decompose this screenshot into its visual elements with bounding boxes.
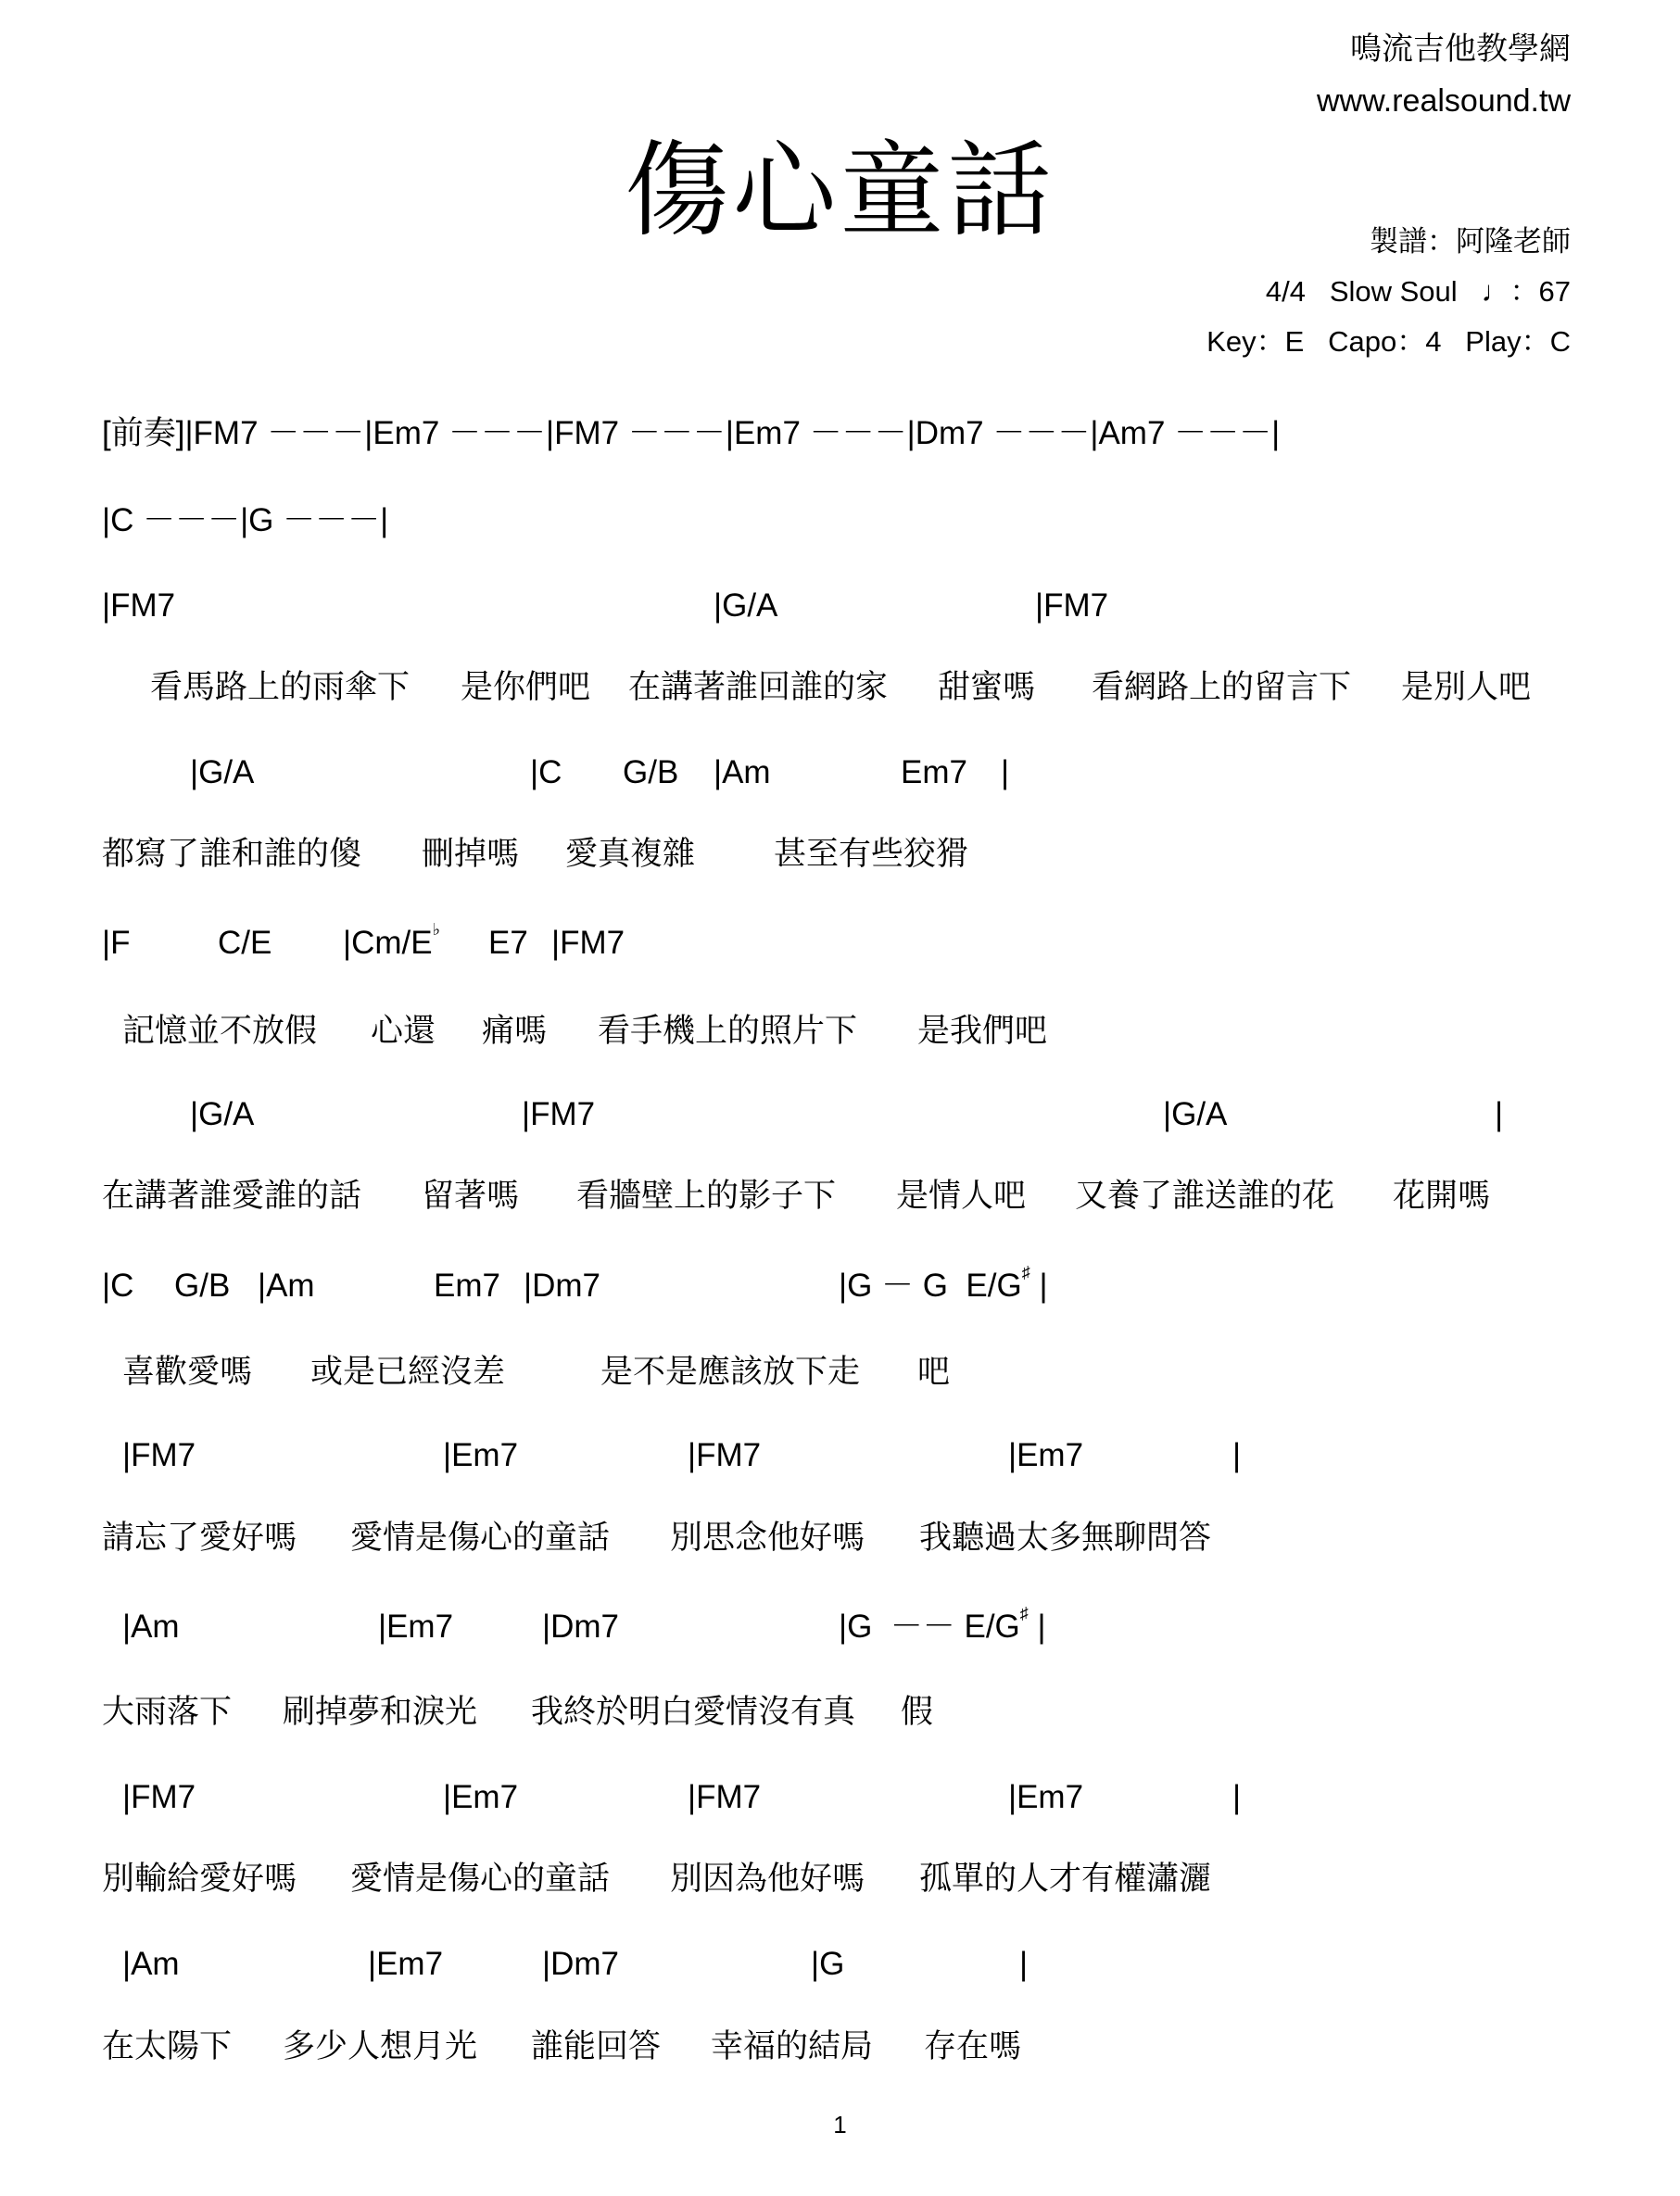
chord-symbol: |G/A	[190, 754, 255, 790]
lyric-phrase: 我終於明白愛情沒有真	[531, 1694, 856, 1730]
chord-symbol: |FM7	[122, 1437, 196, 1473]
chord-symbol: E7	[488, 925, 528, 961]
chord-symbol: |Em7	[1008, 1779, 1084, 1815]
site-name: 鳴流吉他教學網	[1350, 32, 1571, 67]
lyric-phrase: 刷掉夢和淚光	[283, 1694, 478, 1730]
lyric-phrase: 甚至有些狡猾	[774, 836, 969, 872]
lyric-phrase: 是我們吧	[917, 1013, 1048, 1049]
chord-symbol: |Dm7	[542, 1609, 619, 1645]
intro-chord-line-1: [前奏]|FM7 －－－|Em7 －－－|FM7 －－－|Em7 －－－|Dm7 －－－|Am7 －－－|	[102, 415, 1281, 451]
chord-symbol: |FM7	[122, 1779, 196, 1815]
chord-symbol: |FM7	[688, 1779, 762, 1815]
song-title: 傷心童話	[625, 133, 1055, 248]
lyric-phrase: 看網路上的留言下	[1092, 669, 1352, 705]
chord-symbol: |FM7	[1035, 587, 1109, 624]
lyric-phrase: 心還	[371, 1013, 436, 1049]
chord-symbol: Em7	[901, 754, 967, 790]
key-capo-play: Key：E Capo：4 Play：C	[1206, 325, 1571, 358]
chord-symbol: |Em7	[368, 1946, 444, 1982]
lyric-phrase: 記憶並不放假	[122, 1013, 318, 1049]
lyric-phrase: 吧	[917, 1354, 951, 1390]
lyric-phrase: 留著嗎	[422, 1178, 520, 1214]
lyric-phrase: 幸福的結局	[711, 2028, 874, 2064]
chord-symbol: |G/A	[1163, 1096, 1228, 1132]
chord-symbol: |	[1001, 754, 1010, 790]
sharp-accidental-icon: ♯	[1019, 1604, 1029, 1622]
lyric-phrase: 又養了誰送誰的花	[1075, 1178, 1335, 1214]
chord-symbol: |	[1019, 1946, 1029, 1982]
lyric-phrase: 喜歡愛嗎	[122, 1354, 253, 1390]
lyric-phrase: 甜蜜嗎	[938, 669, 1036, 705]
chord-symbol: |FM7	[102, 587, 176, 624]
lyric-phrase: 看牆壁上的影子下	[576, 1178, 837, 1214]
sharp-accidental-icon: ♯	[1021, 1263, 1030, 1281]
lyric-phrase: 愛真複雜	[565, 836, 696, 872]
lyric-phrase: 誰能回答	[531, 2028, 662, 2064]
chord-symbol: G/B	[174, 1268, 231, 1304]
chord-symbol: |G	[811, 1946, 845, 1982]
chord-symbol: |Dm7	[524, 1268, 600, 1304]
chord-symbol: |Am	[122, 1946, 180, 1982]
lyric-phrase: 在講著誰回誰的家	[628, 669, 889, 705]
chord-symbol: |	[1232, 1437, 1242, 1473]
chord-symbol: |Am	[258, 1268, 315, 1304]
lyric-phrase: 愛情是傷心的童話	[350, 1520, 611, 1556]
chord-symbol: |F	[102, 925, 131, 961]
chord-symbol: |Em7	[443, 1437, 519, 1473]
chord-symbol: |FM7	[522, 1096, 596, 1132]
lyric-phrase: 多少人想月光	[283, 2028, 478, 2064]
lyric-phrase: 我聽過太多無聊問答	[919, 1520, 1212, 1556]
lyric-phrase: 是你們吧	[461, 669, 591, 705]
chord-symbol: |Em7	[443, 1779, 519, 1815]
lyric-phrase: 別輸給愛好嗎	[102, 1861, 297, 1897]
lyric-phrase: 看馬路上的雨傘下	[150, 669, 411, 705]
chord-symbol: |	[1232, 1779, 1242, 1815]
lyric-phrase: 是別人吧	[1401, 669, 1532, 705]
lyric-phrase: 花開嗎	[1393, 1178, 1491, 1214]
intro-chord-line-2: |C －－－|G －－－|	[102, 502, 389, 538]
chord-symbol: Em7	[434, 1268, 500, 1304]
chord-symbol: |C	[102, 1268, 134, 1304]
chord-symbol: |FM7	[688, 1437, 762, 1473]
lyric-phrase: 看手機上的照片下	[598, 1013, 858, 1049]
lyric-phrase: 存在嗎	[924, 2028, 1022, 2064]
lyric-phrase: 孤單的人才有權瀟灑	[919, 1861, 1212, 1897]
arranger-credit: 製譜：阿隆老師	[1370, 225, 1571, 258]
lyric-phrase: 假	[901, 1694, 934, 1730]
chord-symbol: |Am	[714, 754, 771, 790]
meter-style-tempo: 4/4 Slow Soul ♩：67	[1265, 275, 1571, 308]
chord-symbol: |Am	[122, 1609, 180, 1645]
lyric-phrase: 在講著誰愛誰的話	[102, 1178, 362, 1214]
chord-symbol: |C	[530, 754, 562, 790]
chord-symbol: C/E	[218, 925, 272, 961]
chord-symbol: G/B	[623, 754, 679, 790]
lyric-phrase: 都寫了誰和誰的傻	[102, 836, 362, 872]
chord-symbol: |Cm/E♭	[343, 920, 441, 961]
chord-symbol: |G －－ E/G♯ |	[839, 1604, 1046, 1645]
lyric-phrase: 請忘了愛好嗎	[102, 1520, 297, 1556]
chord-symbol: |G － G E/G♯ |	[839, 1263, 1048, 1304]
chord-symbol: |Em7	[1008, 1437, 1084, 1473]
chord-symbol: |Dm7	[542, 1946, 619, 1982]
chord-symbol: |FM7	[551, 925, 625, 961]
chord-symbol: |Em7	[378, 1609, 454, 1645]
lyric-phrase: 別因為他好嗎	[670, 1861, 865, 1897]
lyric-phrase: 是不是應該放下走	[600, 1354, 861, 1390]
page-number: 1	[833, 2111, 847, 2139]
lyric-phrase: 刪掉嗎	[422, 836, 520, 872]
site-url[interactable]: www.realsound.tw	[1316, 83, 1571, 119]
flat-accidental-icon: ♭	[432, 920, 441, 939]
lyric-phrase: 別思念他好嗎	[670, 1520, 865, 1556]
lyric-phrase: 在太陽下	[102, 2028, 233, 2064]
chord-symbol: |G/A	[714, 587, 778, 624]
lyric-phrase: 大雨落下	[102, 1694, 233, 1730]
lyric-phrase: 愛情是傷心的童話	[350, 1861, 611, 1897]
chord-symbol: |	[1495, 1096, 1504, 1132]
lyric-phrase: 或是已經沒差	[310, 1354, 506, 1390]
lyric-phrase: 痛嗎	[482, 1013, 548, 1049]
chord-symbol: |G/A	[190, 1096, 255, 1132]
lyric-phrase: 是情人吧	[896, 1178, 1027, 1214]
